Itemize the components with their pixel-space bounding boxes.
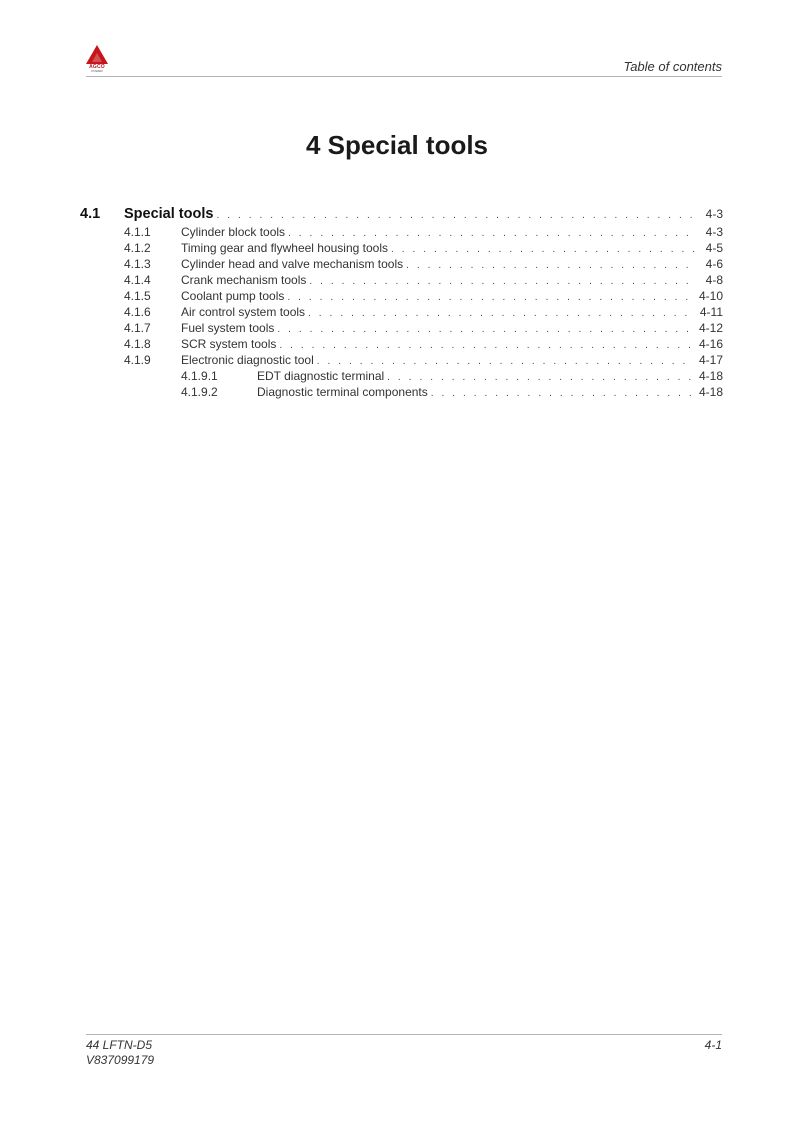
toc-entry[interactable] (80, 257, 723, 273)
toc-entry[interactable] (80, 385, 723, 401)
toc-leader-dots (391, 244, 695, 255)
toc-entry-title: Coolant pump tools (181, 289, 285, 303)
toc-entry-page: 4-5 (705, 241, 723, 255)
toc-entry-number: 4.1.3 (124, 257, 151, 271)
toc-entry[interactable] (80, 337, 723, 353)
toc-leader-dots (287, 292, 693, 303)
toc-entry-page: 4-18 (698, 369, 723, 383)
toc-entry[interactable] (80, 273, 723, 289)
toc-entry-title: Timing gear and flywheel housing tools (181, 241, 389, 255)
toc-entry-title: SCR system tools (181, 337, 277, 351)
toc-entry[interactable] (80, 289, 723, 305)
footer-doc-id: V837099179 (86, 1053, 155, 1067)
agco-logo (84, 44, 110, 76)
triangle-logo-icon (84, 44, 110, 66)
toc-entry[interactable] (80, 241, 723, 257)
toc-entry-page: 4-18 (698, 385, 723, 399)
toc-entry-number: 4.1.5 (124, 289, 151, 303)
chapter-title: 4 Special tools (305, 130, 489, 160)
toc-entry-title: Cylinder block tools (181, 225, 286, 239)
footer-doc-info (86, 1038, 154, 1068)
toc-entry[interactable] (80, 353, 723, 369)
footer-divider (86, 1034, 722, 1035)
toc-entry-number: 4.1.9.2 (181, 385, 218, 399)
toc-entry-page: 4-3 (705, 225, 723, 239)
toc-entry-page: 4-10 (698, 289, 723, 303)
toc-entry[interactable] (80, 305, 723, 321)
toc-entry-title: Cylinder head and valve mechanism tools (181, 257, 404, 271)
toc-entry-page: 4-6 (705, 257, 723, 271)
logo-subtext: POWER (91, 69, 103, 73)
footer-doc-code: 44 LFTN-D5 (86, 1038, 153, 1052)
toc-leader-dots (279, 340, 693, 351)
header-title: Table of contents (623, 59, 722, 74)
toc-entry-title: Electronic diagnostic tool (181, 353, 314, 367)
table-of-contents (80, 206, 723, 401)
toc-entry-page: 4-8 (705, 273, 723, 287)
logo-text: AGCO (89, 64, 105, 70)
toc-leader-dots (288, 228, 695, 239)
toc-entry-number: 4.1.9 (124, 353, 151, 367)
toc-entry-title: Fuel system tools (181, 321, 275, 335)
toc-leader-dots (308, 308, 694, 319)
toc-leader-dots (216, 210, 695, 221)
toc-entry-number: 4.1.7 (124, 321, 151, 335)
toc-entry-number: 4.1.8 (124, 337, 151, 351)
toc-entry[interactable] (80, 206, 723, 225)
toc-entry[interactable] (80, 321, 723, 337)
toc-entry[interactable] (80, 225, 723, 241)
toc-leader-dots (406, 260, 695, 271)
toc-entry-number: 4.1 (80, 206, 101, 222)
toc-entry-title: Crank mechanism tools (181, 273, 307, 287)
toc-leader-dots (309, 276, 695, 287)
toc-leader-dots (387, 372, 693, 383)
toc-entry-page: 4-16 (698, 337, 723, 351)
toc-entry-title: Diagnostic terminal components (257, 385, 428, 399)
toc-entry-page: 4-3 (705, 207, 723, 221)
toc-entry-page: 4-17 (698, 353, 723, 367)
toc-entry-number: 4.1.2 (124, 241, 151, 255)
toc-leader-dots (277, 324, 693, 335)
toc-entry-number: 4.1.6 (124, 305, 151, 319)
toc-entry[interactable] (80, 369, 723, 385)
toc-entry-page: 4-12 (698, 321, 723, 335)
toc-entry-title: Air control system tools (181, 305, 306, 319)
toc-entry-number: 4.1.1 (124, 225, 151, 239)
toc-entry-title: EDT diagnostic terminal (257, 369, 385, 383)
toc-entry-title: Special tools (124, 206, 214, 222)
toc-entry-page: 4-11 (699, 305, 723, 319)
toc-leader-dots (317, 356, 693, 367)
toc-entry-number: 4.1.4 (124, 273, 151, 287)
toc-leader-dots (431, 388, 693, 399)
footer-page-number: 4-1 (704, 1038, 722, 1052)
header-divider (86, 76, 722, 77)
toc-entry-number: 4.1.9.1 (181, 369, 218, 383)
